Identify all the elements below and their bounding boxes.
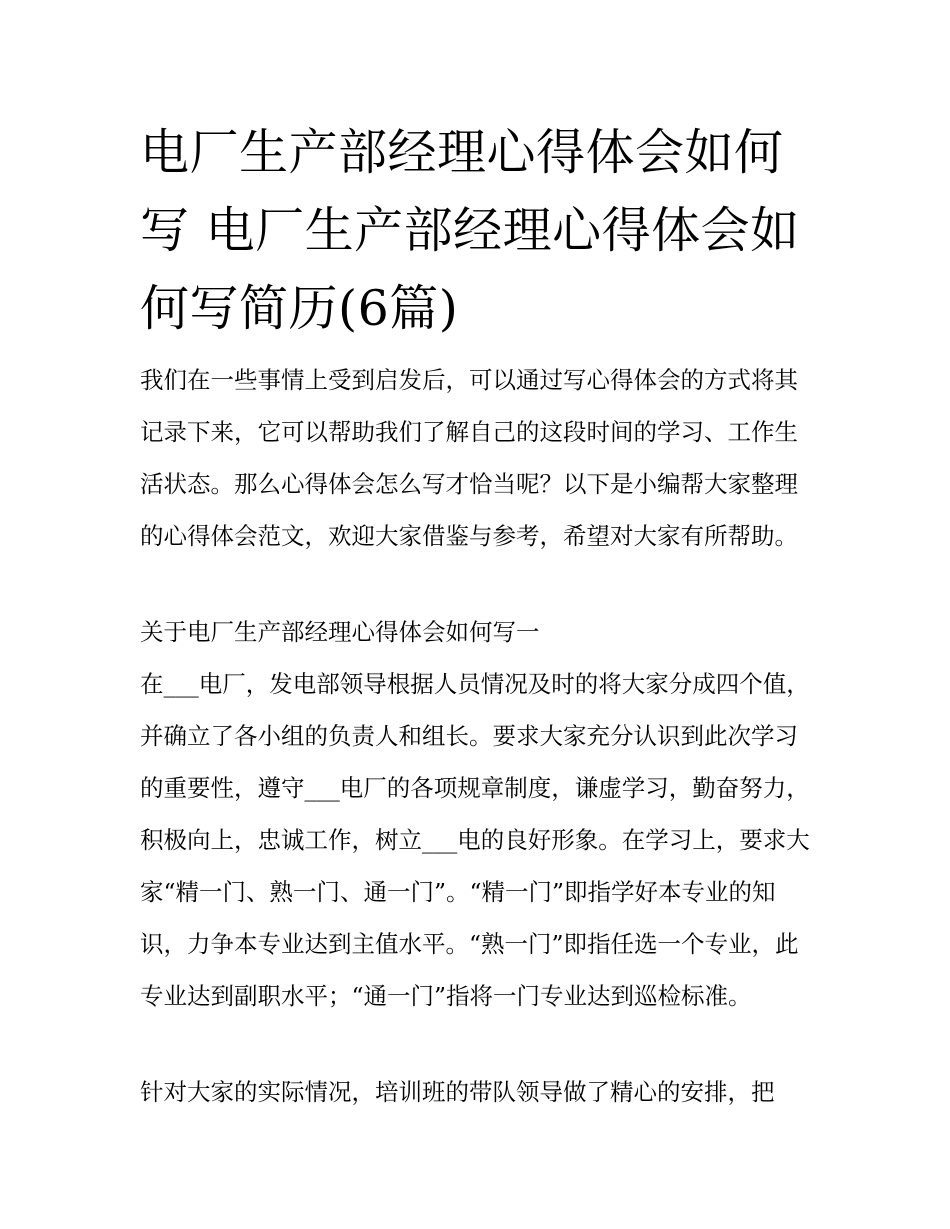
- intro-paragraph: 我们在一些事情上受到启发后，可以通过写心得体会的方式将其记录下来，它可以帮助我们了解自己的这段时间的学习、工作生活状态。那么心得体会怎么写才恰当呢？以下是小编帮大家整理的心得体会范文，欢迎大家借鉴与参考，希望对大家有所帮助。: [140, 366, 798, 550]
- section-heading: 关于电厂生产部经理心得体会如何写一: [140, 618, 540, 646]
- last-paragraph: 针对大家的实际情况，培训班的带队领导做了精心的安排，把: [140, 1078, 775, 1106]
- document-title: 电厂生产部经理心得体会如何写 电厂生产部经理心得体会如何写简历(6篇): [140, 124, 800, 337]
- section-paragraph: 在___电厂，发电部领导根据人员情况及时的将大家分成四个值，并确立了各小组的负责人和组长。要求大家充分认识到此次学习的重要性，遵守___电厂的各项规章制度，谦虚学习，勤奋努力，积极向上，忠诚工作，树立___电的良好形象。在学习上，要求大家“精一门、熟一门、通一门”。“精一门”即指学好本专业的知识，力争本专业达到主值水平。“熟一门”即指任选一个专业，此专业达到副职水平；“通一门”指将一门专业达到巡检标准。: [140, 670, 810, 1010]
